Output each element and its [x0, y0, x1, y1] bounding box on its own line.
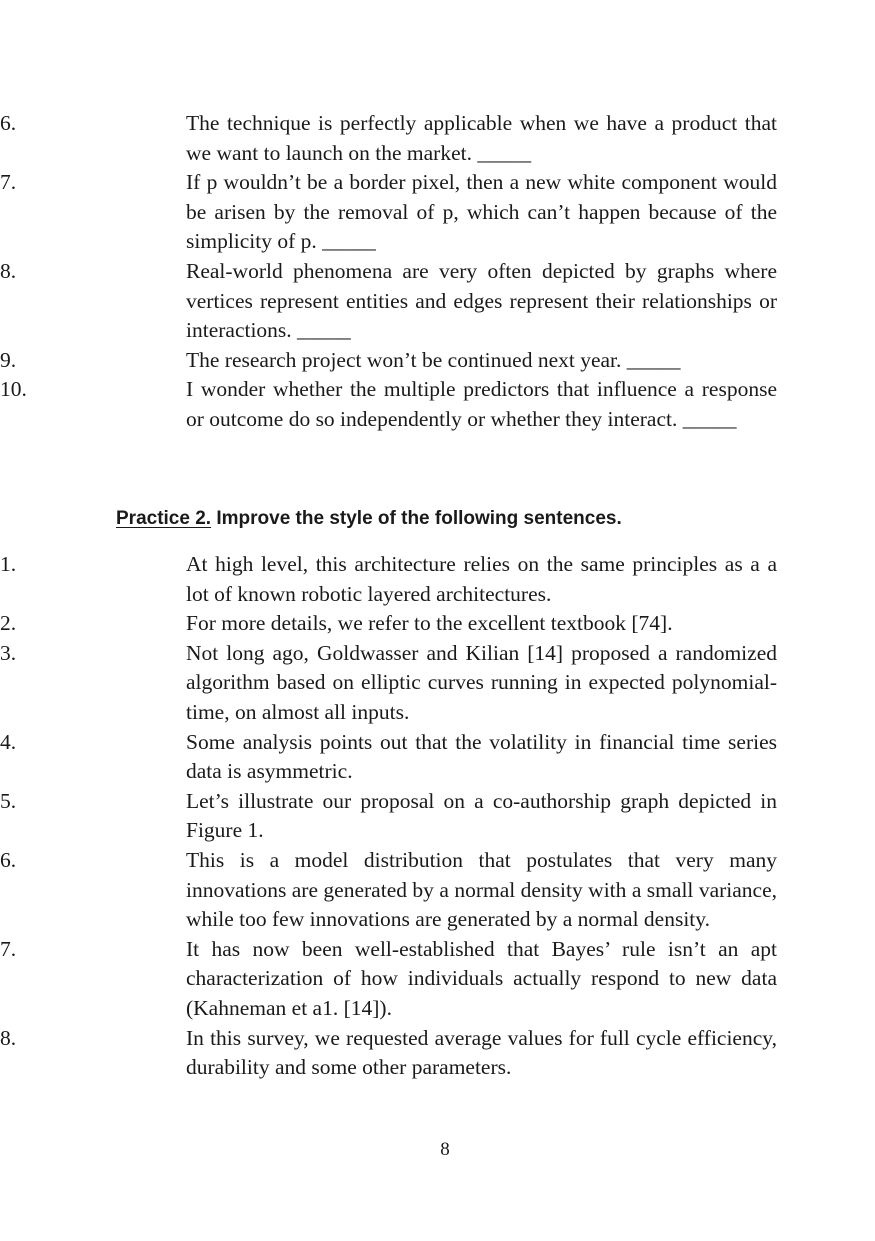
item-number: 1. — [0, 552, 17, 576]
item-text: Let’s illustrate our proposal on a co-authorship graph depicted in Figure 1. — [186, 788, 777, 843]
item-text: If p wouldn’t be a border pixel, then a new white component would be arisen by the removal of p, which can’t happen because of the simplicity of p. _____ — [186, 170, 777, 254]
item-number: 4. — [0, 729, 17, 754]
list-item — [0, 1024, 777, 1083]
list-item — [0, 935, 777, 1024]
item-text: Not long ago, Goldwasser and Kilian [14] proposed a randomized algorithm based on elliptic curves running in expected polynomial-time, on almost all inputs. — [186, 640, 777, 724]
item-text: Real-world phenomena are very often depicted by graphs where vertices represent entities and edges represent their relationships or interactions. _____ — [186, 258, 777, 343]
list-item — [0, 375, 777, 434]
list-item — [0, 846, 777, 935]
item-text: I wonder whether the multiple predictors that influence a response or outcome do so independently or whether they interact. _____ — [186, 377, 777, 431]
page-number: 8 — [440, 1139, 450, 1160]
practice-instruction: Improve the style of the following sentences. — [216, 508, 622, 529]
item-text: The technique is perfectly applicable when we have a product that we want to launch on the market. _____ — [186, 111, 777, 165]
item-number: 5. — [0, 788, 17, 813]
item-text: For more details, we refer to the excellent textbook [74]. — [186, 611, 673, 636]
item-number: 8. — [0, 1025, 17, 1050]
list-item — [0, 728, 777, 787]
item-number: 8. — [0, 258, 17, 283]
item-number: 2. — [0, 611, 17, 636]
item-number: 6. — [0, 847, 17, 872]
item-text: At high level, this architecture relies on the same principles as a a lot of known robotic layered architectures. — [186, 552, 777, 606]
item-number: 7. — [0, 170, 17, 195]
list-item — [0, 550, 777, 609]
item-text: In this survey, we requested average values for full cycle efficiency, durability and some other parameters. — [186, 1025, 777, 1080]
item-text: It has now been well-established that Bayes’ rule isn’t an apt characterization of how individuals actually respond to new data (Kahneman et a1. [14]). — [186, 936, 777, 1020]
list-item — [0, 257, 777, 346]
item-number: 6. — [0, 111, 17, 135]
item-number: 3. — [0, 640, 17, 665]
list-item — [0, 168, 777, 257]
practice-heading — [116, 507, 622, 531]
practice-list — [0, 550, 777, 1083]
list-item — [0, 787, 777, 846]
exercise-list — [0, 109, 777, 435]
item-text: The research project won’t be continued next year. _____ — [186, 347, 681, 372]
item-number: 7. — [0, 936, 17, 961]
practice-label: Practice 2. — [116, 508, 212, 529]
item-text: This is a model distribution that postulates that very many innovations are generated by a normal density with a small variance, while too few innovations are generated by a normal density. — [186, 847, 777, 932]
item-number: 9. — [0, 347, 17, 372]
item-number: 10. — [0, 377, 27, 402]
list-item — [0, 639, 777, 728]
list-item — [0, 109, 777, 168]
list-item — [0, 609, 777, 639]
list-item — [0, 346, 777, 376]
item-text: Some analysis points out that the volatility in financial time series data is asymmetric. — [186, 729, 777, 784]
